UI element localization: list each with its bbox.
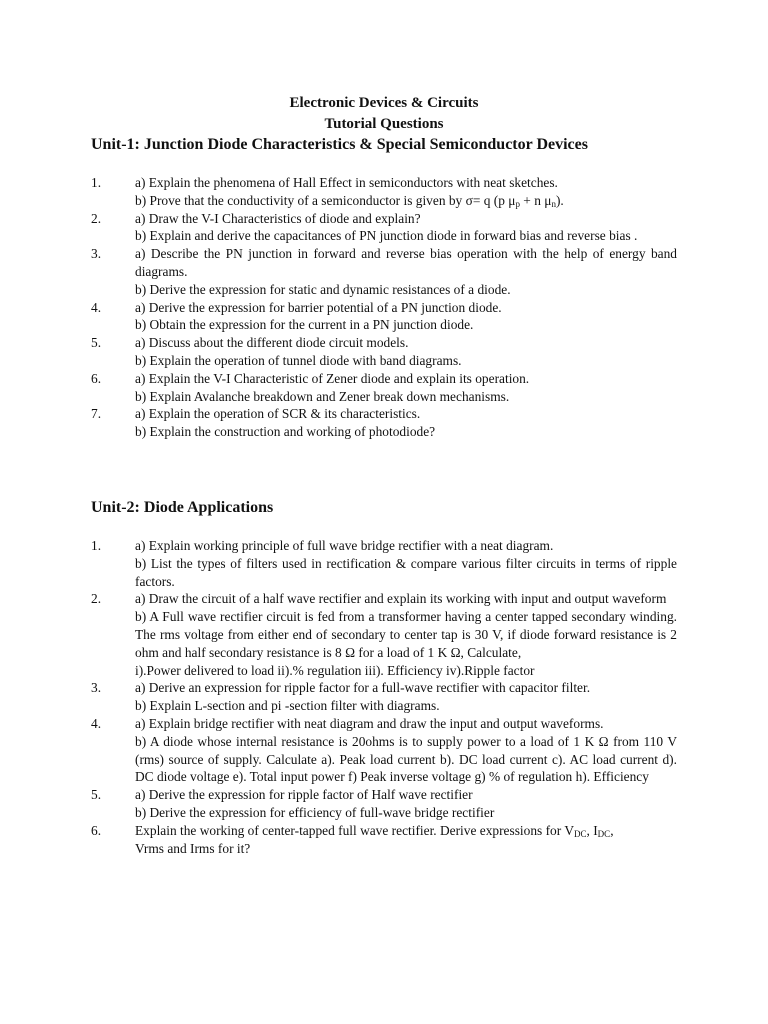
question-number: 6. [91,822,102,838]
question-number: 3. [91,680,102,696]
question-part-b: b) A Full wave rectifier circuit is fed from a transformer having a center tapped secondary winding. The rms voltage from either end of secondary to center tap is 30 V, if diode forward resistance is 2 ohm and half secondary resistance is 8 Ω for a load of 1 K Ω, Calculate, [135,609,677,660]
question-part-a: a) Explain the operation of SCR & its characteristics. [135,406,421,422]
question-number: 1. [91,175,102,190]
unit1-question-6 [0,370,768,406]
question-number: 6. [91,370,102,386]
unit2-title: Unit-2: Diode Applications [91,499,274,516]
unit2-question-4 [0,715,768,786]
question-text: Explain the working of center-tapped full wave rectifier. Derive expressions for $V_{DC}$, $I_{DC}$, [135,822,614,839]
question-part-a: a) Explain working principle of full wave bridge rectifier with a neat diagram. [135,538,554,553]
question-part-b: b) List the types of filters used in rectification & compare various filter circuits in terms of ripple factors. [135,555,677,589]
question-number: 2. [91,591,102,607]
question-part-b: b) Explain and derive the capacitances of PN junction diode in forward bias and reverse bias . [135,228,638,244]
unit2-question-3 [0,679,768,715]
unit2-question-1 [0,537,768,590]
question-part-a: a) Discuss about the different diode circuit models. [135,335,409,351]
unit1-title: Unit-1: Junction Diode Characteristics & Special Semiconductor Devices [91,136,588,153]
unit1-question-1 [0,174,768,210]
question-text-continued: Vrms and Irms for it? [135,840,251,856]
question-part-a: a) Describe the PN junction in forward and reverse bias operation with the help of energy band diagrams. [135,246,677,279]
question-part-b: b) Obtain the expression for the current in a PN junction diode. [135,317,474,333]
question-part-c: i).Power delivered to load ii).% regulation iii). Efficiency iv).Ripple factor [135,662,535,678]
question-part-b: b) Prove that the conductivity of a semiconductor is given by σ= q (p $\mu_p + n$ $\mu_n$). [135,192,564,209]
unit2-question-6 [0,822,768,858]
question-part-a: a) Draw the circuit of a half wave rectifier and explain its working with input and output waveform [135,591,667,607]
question-part-b: b) Explain L-section and pi -section filter with diagrams. [135,698,440,714]
question-part-b: b) Explain the construction and working of photodiode? [135,424,436,440]
unit1-question-5 [0,334,768,370]
document-title: Electronic Devices & Circuits [289,95,479,111]
question-part-a: a) Derive the expression for barrier potential of a PN junction diode. [135,299,502,315]
unit1-question-3 [0,245,768,298]
question-number: 1. [91,538,102,553]
question-part-a: a) Explain bridge rectifier with neat diagram and draw the input and output waveforms. [135,715,604,731]
unit2-question-5 [0,786,768,822]
question-number: 7. [91,406,102,422]
question-part-a: a) Explain the phenomena of Hall Effect in semiconductors with neat sketches. [135,175,558,190]
question-number: 4. [91,715,102,731]
unit1-question-2 [0,210,768,246]
unit1-question-7 [0,405,768,441]
question-number: 5. [91,787,102,803]
question-number: 5. [91,335,102,351]
unit1-question-list [0,174,768,441]
question-part-b: b) Derive the expression for efficiency of full-wave bridge rectifier [135,804,495,820]
unit1-question-4 [0,299,768,335]
question-number: 3. [91,246,102,262]
unit2-question-2 [0,590,768,679]
question-number: 4. [91,299,102,315]
question-part-b: b) Explain the operation of tunnel diode with band diagrams. [135,352,462,368]
question-part-a: a) Explain the V-I Characteristic of Zener diode and explain its operation. [135,370,530,386]
question-part-b: b) A diode whose internal resistance is 20ohms is to supply power to a load of 1 K Ω from 110 V (rms) source of supply. Calculate a). Peak load current b). DC load current c). AC load current d). DC diode voltage e). Total input power f) Peak inverse voltage g) % of regulation h). Efficiency [135,733,677,785]
question-part-a: a) Derive an expression for ripple factor for a full-wave rectifier with capacitor filter. [135,680,591,696]
question-part-a: a) Draw the V-I Characteristics of diode and explain? [135,210,421,226]
question-part-b: b) Explain Avalanche breakdown and Zener break down mechanisms. [135,388,510,404]
question-part-b: b) Derive the expression for static and dynamic resistances of a diode. [135,281,511,297]
question-part-a: a) Derive the expression for ripple factor of Half wave rectifier [135,787,473,803]
unit2-question-list [0,537,768,857]
document-subtitle: Tutorial Questions [324,116,444,132]
question-number: 2. [91,210,102,226]
